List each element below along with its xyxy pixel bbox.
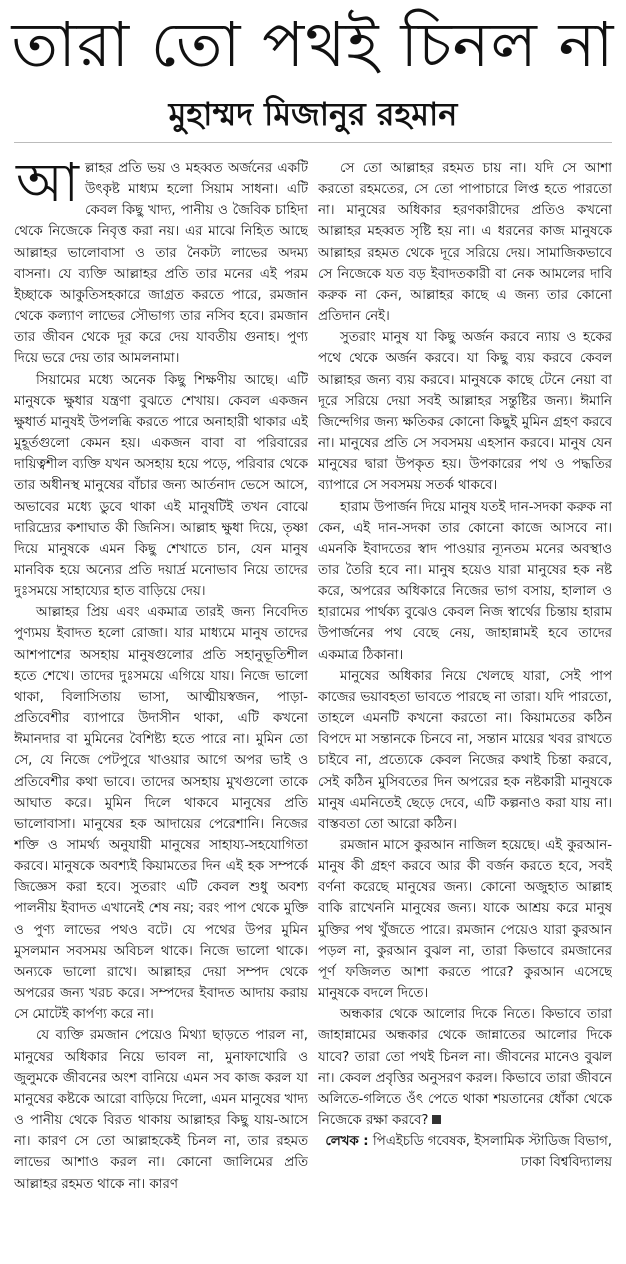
- headline: তারা তো পথই চিনল না: [11, 8, 615, 81]
- article-paragraph: [14, 158, 308, 370]
- paragraph-text: অন্ধকার থেকে আলোর দিকে নিতে। কিভাবে তারা জাহান্নামের অন্ধকার থেকে জান্নাতের আলোর দিকে যাবে? তারা তো পথই চিনল না। জীবনের মানেও বুঝল না। কেবল প্রবৃত্তির অনুসরণ করল। কিভাবে তারা জীবনে অলিতে-গলিতে ওঁৎ পেতে থাকা শয়তানের ধোঁকা থেকে নিজেকে রক্ষা করবে?: [318, 1007, 612, 1129]
- author-text: পিএইচডি গবেষক, ইসলামিক স্টাডিজ বিভাগ, ঢাকা বিশ্ববিদ্যালয়: [372, 1134, 612, 1171]
- paragraph-text: ল্লাহর প্রতি ভয় ও মহব্বত অর্জনের একটি উৎকৃষ্ট মাধ্যম হলো সিয়াম সাধনা। এটি কেবল কিছু খাদ্য, পানীয় ও জৈবিক চাহিদা থেকে নিজেকে নিবৃত্ত করা নয়। এর মাঝে নিহিত আছে আল্লাহর ভালোবাসা ও তার নৈকট্য লাভের অদম্য বাসনা। যে ব্যক্তি আল্লাহর প্রতি তার মনের এই পরম ইচ্ছাকে আকুতিসহকারে জাগ্রত করতে পারে, রমজান থেকে কল্যাণ লাভের সৌভাগ্য তার নসিব হবে। রমজান তার জীবন থেকে দূর করে দেয় যাবতীয় গুনাহ। পুণ্য দিয়ে ভরে দেয় তার আমলনামা।: [14, 161, 308, 367]
- article-paragraph: রমজান মাসে কুরআন নাজিল হয়েছে। এই কুরআন-মানুষ কী গ্রহণ করবে আর কী বর্জন করতে হবে, সবই বর্ণনা করেছে মানুষের জন্য। কোনো অজুহাত আল্লাহ বাকি রাখেননি মানুষের জন্য। যাকে আশ্রয় করে মানুষ মুক্তির পথ খুঁজতে পারে। রমজান পেয়েও যারা কুরআন পড়ল না, কুরআন বুঝল না, তারা কিভাবে রমজানের পূর্ণ ফজিলত আশা করতে পারে? কুরআন এসেছে মানুষকে বদলে দিতে।: [318, 838, 612, 1002]
- article-paragraph: হারাম উপার্জন দিয়ে মানুষ যতই দান-সদকা করুক না কেন, এই দান-সদকা তার কোনো কাজে আসবে না। এমনকি ইবাদতের স্বাদ পাওয়ার ন্যূনতম মনের অবস্থাও তার তৈরি হবে না। মানুষ হয়েও যারা মানুষের হক নষ্ট করে, অপরের অধিকারে নিজের ভাগ বসায়, হালাল ও হারামের পার্থক্য বুঝেও কেবল নিজ স্বার্থের চিন্তায় হারাম উপার্জনের পথ বেছে নেয়, জাহান্নামই হবে তাদের একমাত্র ঠিকানা।: [318, 499, 612, 663]
- header-divider: [14, 142, 612, 143]
- article-paragraph: সিয়ামের মধ্যে অনেক কিছু শিক্ষণীয় আছে। এটি মানুষকে ক্ষুধার যন্ত্রণা বুঝতে শেখায়। কেবল একজন ক্ষুধার্ত মানুষই উপলব্ধি করতে পারে অনাহারী থাকার এই মুহূর্তগুলো কেমন হয়। একজন বাবা বা পরিবারের দায়িত্বশীল ব্যক্তি যখন অসহায় হয়ে পড়ে, পরিবার থেকে তার অধীনস্থ মানুষের বাঁচার জন্য আর্তনাদ ভেসে আসে, অভাবের মধ্যে ডুবে থাকা এই মানুষটিই তখন বোঝে দারিদ্র্যের কশাঘাত কী জিনিস। আল্লাহ ক্ষুধা দিয়ে, তৃষ্ণা দিয়ে মানুষকে এমন কিছু শেখাতে চান, যেন মানুষ মানবিক হয়ে অন্যের প্রতি দয়ার্দ্র মনোভাব নিয়ে তাদের দুঃসময়ে সাহায্যের হাত বাড়িয়ে দেয়।: [14, 372, 308, 600]
- author-label: লেখক :: [325, 1134, 369, 1150]
- drop-cap: আ: [16, 158, 79, 214]
- article-paragraph: আল্লাহর প্রিয় এবং একমাত্র তারই জন্য নিবেদিত পুণ্যময় ইবাদত হলো রোজা। যার মাধ্যমে মানুষ তাদের আশপাশের অসহায় মানুষগুলোর প্রতি সহানুভূতিশীল হতে শেখে। তাদের দুঃসময়ে এগিয়ে যায়। নিজে ভালো থাকা, বিলাসিতায় ভাসা, আত্মীয়স্বজন, পাড়া-প্রতিবেশীর ব্যাপারে উদাসীন থাকা, এটি কখনো ঈমানদার বা মুমিনের বৈশিষ্ট্য হতে পারে না। মুমিন তো সে, যে নিজে পেটপুরে খাওয়ার আগে অপর ভাই ও প্রতিবেশীর কথা ভাবে। তাদের অসহায় মুখগুলো তাকে আঘাত করে। মুমিন দিলে থাকবে মানুষের প্রতি ভালোবাসা। মানুষের হক আদায়ের পেরেশানি। নিজের শক্তি ও সামর্থ্য অনুযায়ী মানুষের সাহায্য-সহযোগিতা করবে। মানুষকে অবশ্যই কিয়ামতের দিন এই হক সম্পর্কে জিজ্ঞেস করা হবে। সুতরাং এটি কেবল শুধু অবশ্য পালনীয় ইবাদত এখানেই শেষ নয়; বরং পাপ থেকে মুক্তি ও পুণ্য লাভের পথও বটে। যে পথের উপর মুমিন মুসলমান সবসময় অবিচল থাকে। নিজে ভালো থাকে। অন্যকে ভালো রাখে। আল্লাহর দেয়া সম্পদ থেকে অপরের জন্য খরচ করে। সম্পদের ইবাদত আদায় করায় সে মোটেই কার্পণ্য করে না।: [14, 605, 308, 1023]
- end-mark-icon: [432, 1115, 441, 1124]
- article-paragraph: সে তো আল্লাহর রহমত চায় না। যদি সে আশা করতো রহমতের, সে তো পাপাচারে লিপ্ত হতে পারতো না। মানুষের অধিকার হরণকারীদের প্রতিও কখনো আল্লাহর মহব্বত সৃষ্টি হয় না। এ ধরনের কাজ মানুষকে আল্লাহর রহমত থেকে দূরে সরিয়ে দেয়। সামাজিকভাবে সে নিজেকে যত বড় ইবাদতকারী বা নেক আমলের দাবি করুক না কেন, আল্লাহর কাছে এ জন্য তার কোনো প্রতিদান নেই।: [318, 161, 612, 325]
- author-note: [318, 1131, 612, 1173]
- article-column-left: [14, 158, 308, 1258]
- article-paragraph: মানুষের অধিকার নিয়ে খেলছে যারা, সেই পাপ কাজের ভয়াবহতা ভাবতে পারছে না তারা। যদি পারতো, তাহলে এমনটি কখনো করতো না। কিয়ামতের কঠিন বিপদে মা সন্তানকে চিনবে না, সন্তান মায়ের খবর রাখতে চাইবে না, প্রত্যেকে কেবল নিজের কথাই চিন্তা করবে, সেই কঠিন মুসিবতের দিন অপরের হক নষ্টকারী মানুষকে মানুষ এমনিতেই ছেড়ে দেবে, এটি কল্পনাও করা যায় না। বাস্তবতা তো আরো কঠিন।: [318, 668, 612, 832]
- article-paragraph: সুতরাং মানুষ যা কিছু অর্জন করবে ন্যায় ও হকের পথে থেকে অর্জন করবে। যা কিছু ব্যয় করবে কেবল আল্লাহর জন্য ব্যয় করবে। মানুষকে কাছে টেনে নেয়া বা দূরে সরিয়ে দেয়া সবই আল্লাহর সন্তুষ্টির জন্য। ঈমানি জিন্দেগির জন্য ক্ষতিকর কোনো কিছুই মুমিন গ্রহণ করবে না। মানুষের প্রতি সে সবসময় এহসান করবে। মানুষ যেন মানুষের দ্বারা উপকৃত হয়। উপকারের পথ ও পদ্ধতির ব্যাপারে সে সবসময় সতর্ক থাকবে।: [318, 330, 612, 494]
- article-paragraph: যে ব্যক্তি রমজান পেয়েও মিথ্যা ছাড়তে পারল না, মানুষের অধিকার নিয়ে ভাবল না, মুনাফাখোরি ও জুলুমকে জীবনের অংশ বানিয়ে এমন সব কাজ করল যা মানুষের কষ্টকে আরো বাড়িয়ে দিলো, এমন মানুষের খাদ্য ও পানীয় থেকে বিরত থাকায় আল্লাহর কিছু যায়-আসে না। কারণ সে তো আল্লাহকেই চিনল না, তার রহমত লাভের আশাও করল না। কোনো জালিমের প্রতি আল্লাহর রহমত থাকে না। কারণ: [14, 1028, 308, 1192]
- article-paragraph: [318, 1004, 612, 1131]
- article-column-right: [318, 158, 612, 1258]
- byline: মুহাম্মদ মিজানুর রহমান: [168, 95, 458, 133]
